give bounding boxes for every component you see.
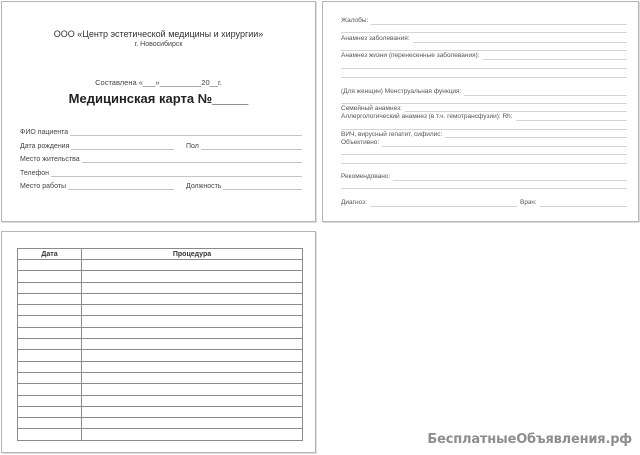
- label-menstrual-function: (Для женщин) Менструальная функция:: [341, 88, 464, 96]
- field-position[interactable]: [186, 180, 302, 190]
- input-line[interactable]: [82, 155, 302, 163]
- city: г. Новосибирск: [134, 41, 183, 48]
- input-line[interactable]: [341, 24, 627, 25]
- procedures-card: [1, 231, 316, 453]
- procedure-cell[interactable]: [82, 418, 303, 429]
- table-header-row: [18, 249, 303, 260]
- input-line[interactable]: [68, 182, 174, 190]
- procedure-cell[interactable]: [82, 395, 303, 406]
- table-row: [18, 282, 303, 293]
- label-doctor: Врач:: [517, 199, 540, 207]
- label-diagnosis: Диагноз:: [341, 199, 370, 207]
- table-row: [18, 339, 303, 350]
- input-line[interactable]: [341, 103, 627, 104]
- table-row: [18, 406, 303, 417]
- table-row: [18, 384, 303, 395]
- field-gender[interactable]: [186, 140, 302, 150]
- procedure-cell[interactable]: [82, 384, 303, 395]
- procedure-cell[interactable]: [82, 327, 303, 338]
- procedure-cell[interactable]: [82, 339, 303, 350]
- procedure-cell[interactable]: [82, 406, 303, 417]
- input-line[interactable]: [341, 206, 627, 207]
- input-line[interactable]: [341, 188, 627, 189]
- field-label: Дата рождения: [20, 143, 70, 150]
- input-line[interactable]: [223, 182, 302, 190]
- label-allergy-history: Аллергологический анамнез (в т.ч. гемотрансфузии): Rh:: [341, 113, 516, 121]
- input-line[interactable]: [341, 68, 627, 69]
- field-label: Телефон: [20, 170, 50, 177]
- input-line[interactable]: [70, 128, 302, 136]
- date-cell[interactable]: [18, 282, 82, 293]
- field-workplace[interactable]: [20, 180, 174, 190]
- card-title: Медицинская карта №_____: [68, 91, 249, 106]
- table-row: [18, 293, 303, 304]
- procedure-cell[interactable]: [82, 271, 303, 282]
- date-cell[interactable]: [18, 316, 82, 327]
- table-row: [18, 305, 303, 316]
- label-family-history: Семейный анамнез:: [341, 105, 405, 113]
- field-phone[interactable]: [20, 167, 302, 177]
- label-objective: Объективно:: [341, 139, 382, 147]
- label-complaints: Жалобы:: [341, 17, 371, 25]
- procedure-cell[interactable]: [82, 316, 303, 327]
- organization-name: ООО «Центр эстетической медицины и хирургии»: [53, 29, 264, 39]
- table-row: [18, 260, 303, 271]
- date-cell[interactable]: [18, 384, 82, 395]
- table-row: [18, 429, 303, 440]
- table-row: [18, 372, 303, 383]
- procedure-cell[interactable]: [82, 293, 303, 304]
- label-life-history: Анамнез жизни (перенесенные заболевания):: [341, 52, 483, 60]
- procedure-cell[interactable]: [82, 282, 303, 293]
- field-residence[interactable]: [20, 153, 302, 163]
- input-line[interactable]: [341, 77, 627, 78]
- procedure-cell[interactable]: [82, 350, 303, 361]
- watermark: БесплатныеОбъявления.рф: [427, 432, 632, 447]
- input-line[interactable]: [71, 142, 174, 150]
- date-cell[interactable]: [18, 271, 82, 282]
- field-label: Должность: [186, 183, 222, 190]
- field-label: ФИО пациента: [20, 129, 69, 136]
- label-recommended: Рекомендовано:: [341, 173, 393, 181]
- input-line[interactable]: [341, 129, 627, 130]
- date-cell[interactable]: [18, 293, 82, 304]
- label-hiv-hepatitis-syphilis: ВИЧ, вирусный гепатит, сифилис:: [341, 131, 445, 139]
- input-line[interactable]: [201, 142, 302, 150]
- input-line[interactable]: [341, 146, 627, 147]
- date-cell[interactable]: [18, 305, 82, 316]
- label-disease-history: Анамнез заболевания:: [341, 35, 413, 43]
- procedures-table-body: [18, 260, 303, 441]
- composed-date-line: Составлена «___»__________20__г.: [95, 78, 222, 87]
- input-line[interactable]: [51, 169, 302, 177]
- input-line[interactable]: [341, 163, 627, 164]
- procedure-cell[interactable]: [82, 429, 303, 440]
- date-cell[interactable]: [18, 429, 82, 440]
- medical-card-front: [1, 1, 316, 222]
- input-line[interactable]: [341, 32, 627, 33]
- date-cell[interactable]: [18, 361, 82, 372]
- medical-card-back: [322, 1, 639, 222]
- procedure-cell[interactable]: [82, 361, 303, 372]
- date-cell[interactable]: [18, 395, 82, 406]
- date-cell[interactable]: [18, 372, 82, 383]
- table-row: [18, 327, 303, 338]
- table-row: [18, 361, 303, 372]
- date-cell[interactable]: [18, 260, 82, 271]
- field-patient-name[interactable]: [20, 126, 302, 136]
- date-cell[interactable]: [18, 406, 82, 417]
- table-row: [18, 271, 303, 282]
- table-row: [18, 418, 303, 429]
- column-header-procedure: Процедура: [82, 249, 303, 260]
- procedure-cell[interactable]: [82, 260, 303, 271]
- table-row: [18, 316, 303, 327]
- field-label: Место жительства: [20, 156, 80, 163]
- column-header-date: Дата: [18, 249, 82, 260]
- table-row: [18, 395, 303, 406]
- field-label: Пол: [186, 143, 199, 150]
- field-birth-date[interactable]: [20, 140, 174, 150]
- date-cell[interactable]: [18, 327, 82, 338]
- procedures-table: [17, 248, 303, 441]
- date-cell[interactable]: [18, 418, 82, 429]
- procedure-cell[interactable]: [82, 305, 303, 316]
- field-label: Место работы: [20, 183, 67, 190]
- date-cell[interactable]: [18, 339, 82, 350]
- input-line[interactable]: [341, 50, 627, 51]
- date-cell[interactable]: [18, 350, 82, 361]
- table-row: [18, 350, 303, 361]
- input-line[interactable]: [341, 154, 627, 155]
- procedure-cell[interactable]: [82, 372, 303, 383]
